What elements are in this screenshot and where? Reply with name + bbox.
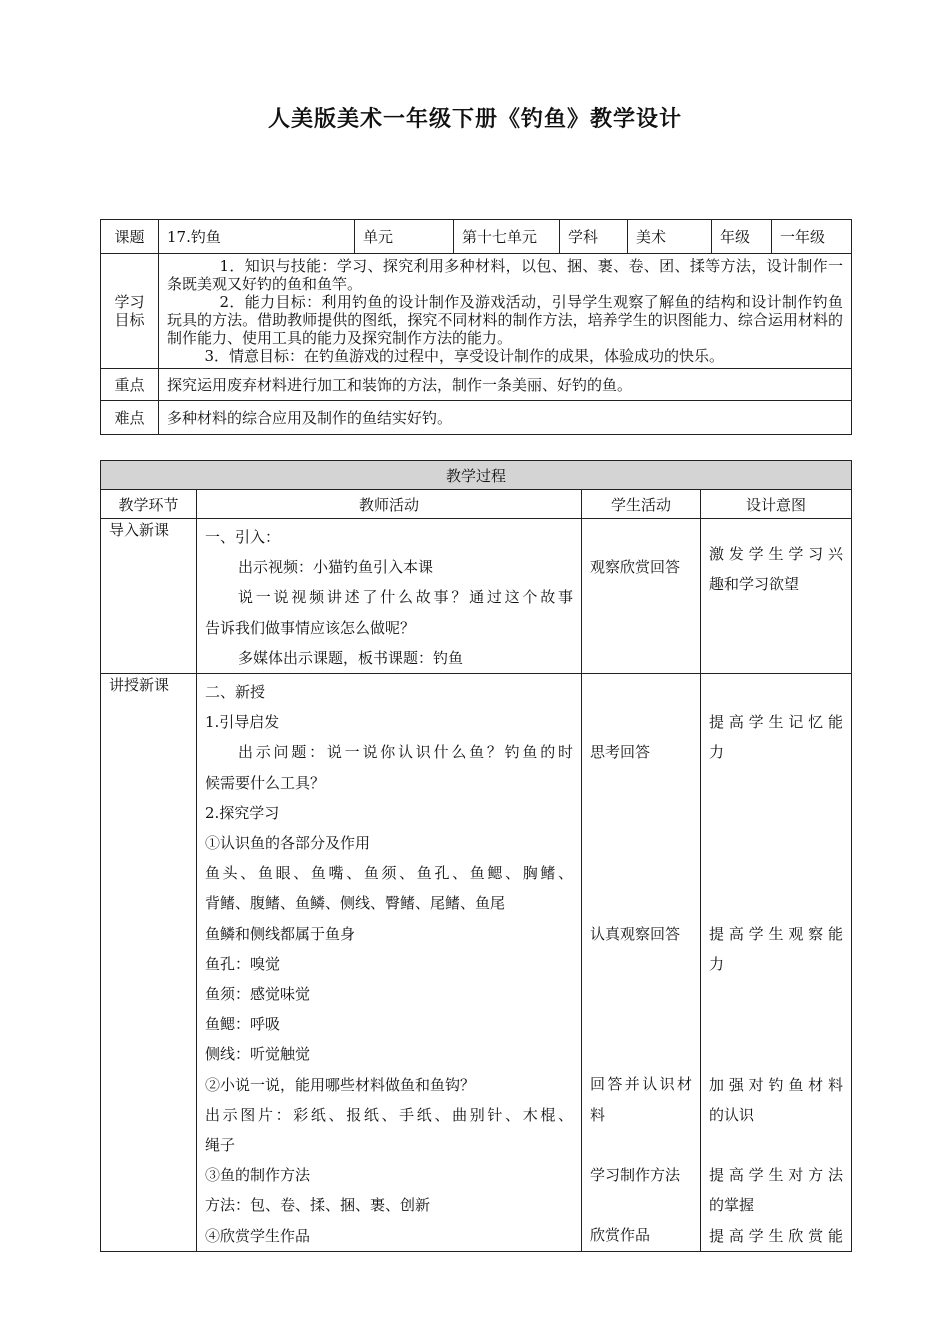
goals-label <box>101 254 159 369</box>
intro-intent <box>701 519 852 674</box>
difficulty-value: 多种材料的综合应用及制作的鱼结实好钓。 <box>159 401 852 435</box>
teacher-line: 侧线：听觉触觉 <box>205 1045 311 1064</box>
teacher-line: 1.引导启发 <box>205 713 280 732</box>
goal-item: 2．能力目标：利用钓鱼的设计制作及游戏活动，引导学生观察了解鱼的结构和设计制作钓鱼玩具的方法。借助教师提供的图纸，探究不同材料的制作方法，培养学生的识图能力、综合运用材料的制作能力、使用工具的能力及探究制作方法的能力。 <box>167 293 843 347</box>
teaching-process-table <box>100 460 852 1252</box>
teacher-line: 2.探究学习 <box>205 803 280 822</box>
intent-line: 力 <box>709 743 725 762</box>
teacher-line: 方法：包、卷、揉、捆、裹、创新 <box>205 1196 431 1215</box>
teacher-line: 说一说视频讲述了什么故事？通过这个故事 <box>238 588 573 607</box>
teach-stage: 讲授新课 <box>101 674 197 1252</box>
student-activity: 思考回答 <box>590 743 651 762</box>
teacher-line: 鱼须：感觉味觉 <box>205 985 311 1004</box>
col-teacher: 教师活动 <box>197 490 582 519</box>
teach-intent <box>701 674 852 1252</box>
intent-line: 加强对钓鱼材料 <box>709 1075 844 1094</box>
teacher-line: ②小说一说，能用哪些材料做鱼和鱼钩？ <box>205 1075 476 1094</box>
teacher-line: 鱼孔：嗅觉 <box>205 954 281 973</box>
intent-line: 提高学生观察能 <box>709 924 844 943</box>
student-activity: 欣赏作品 <box>590 1226 651 1245</box>
goals-label-line1: 学习 <box>114 293 145 311</box>
intent-line: 的认识 <box>709 1105 755 1124</box>
teacher-line: 一、引入： <box>205 528 281 546</box>
teacher-line: ①认识鱼的各部分及作用 <box>205 834 371 853</box>
key-value: 探究运用废弃材料进行加工和装饰的方法，制作一条美丽、好钓的鱼。 <box>159 369 852 401</box>
teacher-line: 鱼鳞和侧线都属于鱼身 <box>205 924 356 943</box>
teach-teacher <box>197 674 582 1252</box>
info-row-lesson <box>101 220 852 254</box>
lesson-value: 17.钓鱼 <box>159 220 355 254</box>
col-intent: 设计意图 <box>701 490 852 519</box>
info-row-difficulty <box>101 401 852 435</box>
process-column-row <box>101 490 852 519</box>
teacher-line: ③鱼的制作方法 <box>205 1166 311 1185</box>
goals-label-line2: 目标 <box>114 311 145 329</box>
intro-row <box>101 519 852 674</box>
student-activity: 料 <box>590 1105 606 1124</box>
student-activity: 认真观察回答 <box>590 924 681 943</box>
teacher-line: 背鳍、腹鳍、鱼鳞、侧线、臀鳍、尾鳍、鱼尾 <box>205 894 506 913</box>
intent-line: 力 <box>709 954 725 973</box>
col-student: 学生活动 <box>582 490 701 519</box>
lesson-label: 课题 <box>101 220 159 254</box>
intro-teacher <box>197 519 582 674</box>
info-row-goals <box>101 254 852 369</box>
page-title: 人美版美术一年级下册《钓鱼》教学设计 <box>267 107 682 132</box>
teacher-line: 绳子 <box>205 1136 236 1155</box>
subject-value: 美术 <box>628 220 712 254</box>
key-label: 重点 <box>101 369 159 401</box>
teacher-line: 二、新授 <box>205 683 266 702</box>
teacher-line: 出示问题：说一说你认识什么鱼？钓鱼的时 <box>238 743 573 762</box>
student-activity: 观察欣赏回答 <box>590 558 681 576</box>
intent-line: 的掌握 <box>709 1196 755 1215</box>
teacher-line: 多媒体出示课题，板书课题：钓鱼 <box>238 648 464 667</box>
teacher-line: ④欣赏学生作品 <box>205 1226 311 1245</box>
info-row-key <box>101 369 852 401</box>
col-stage: 教学环节 <box>101 490 197 519</box>
intent-line: 提高学生对方法 <box>709 1166 844 1185</box>
student-activity: 回答并认识材 <box>590 1075 692 1094</box>
goals-content <box>159 254 852 369</box>
intro-stage: 导入新课 <box>101 519 197 674</box>
intent-line: 提高学生记忆能 <box>709 713 844 732</box>
teacher-line: 鱼鳃：呼吸 <box>205 1015 281 1034</box>
process-header: 教学过程 <box>101 461 852 490</box>
teacher-line: 候需要什么工具？ <box>205 773 326 792</box>
process-header-row <box>101 461 852 490</box>
teacher-line: 出示视频：小猫钓鱼引入本课 <box>238 558 434 577</box>
intent-line: 趣和学习欲望 <box>709 575 800 594</box>
subject-label: 学科 <box>560 220 628 254</box>
goal-item: 3．情意目标：在钓鱼游戏的过程中，享受设计制作的成果，体验成功的快乐。 <box>204 347 725 365</box>
teacher-line: 出示图片：彩纸、报纸、手纸、曲别针、木棍、 <box>205 1105 573 1124</box>
grade-label: 年级 <box>712 220 772 254</box>
teach-row <box>101 674 852 1252</box>
student-activity: 学习制作方法 <box>590 1166 681 1185</box>
teach-student <box>582 674 701 1252</box>
teacher-line: 鱼头、鱼眼、鱼嘴、鱼须、鱼孔、鱼鳃、胸鳍、 <box>205 864 573 883</box>
goal-item: 1．知识与技能：学习、探究利用多种材料，以包、捆、裹、卷、团、揉等方法，设计制作一条既美观又好钓的鱼和鱼竿。 <box>167 257 843 293</box>
intent-line: 激发学生学习兴 <box>709 545 844 563</box>
grade-value: 一年级 <box>772 220 852 254</box>
difficulty-label: 难点 <box>101 401 159 435</box>
intent-line: 提高学生欣赏能 <box>709 1226 844 1245</box>
teacher-line: 告诉我们做事情应该怎么做呢？ <box>205 618 416 637</box>
lesson-info-table <box>100 219 852 435</box>
intro-student <box>582 519 701 674</box>
unit-value: 第十七单元 <box>454 220 560 254</box>
unit-label: 单元 <box>355 220 454 254</box>
